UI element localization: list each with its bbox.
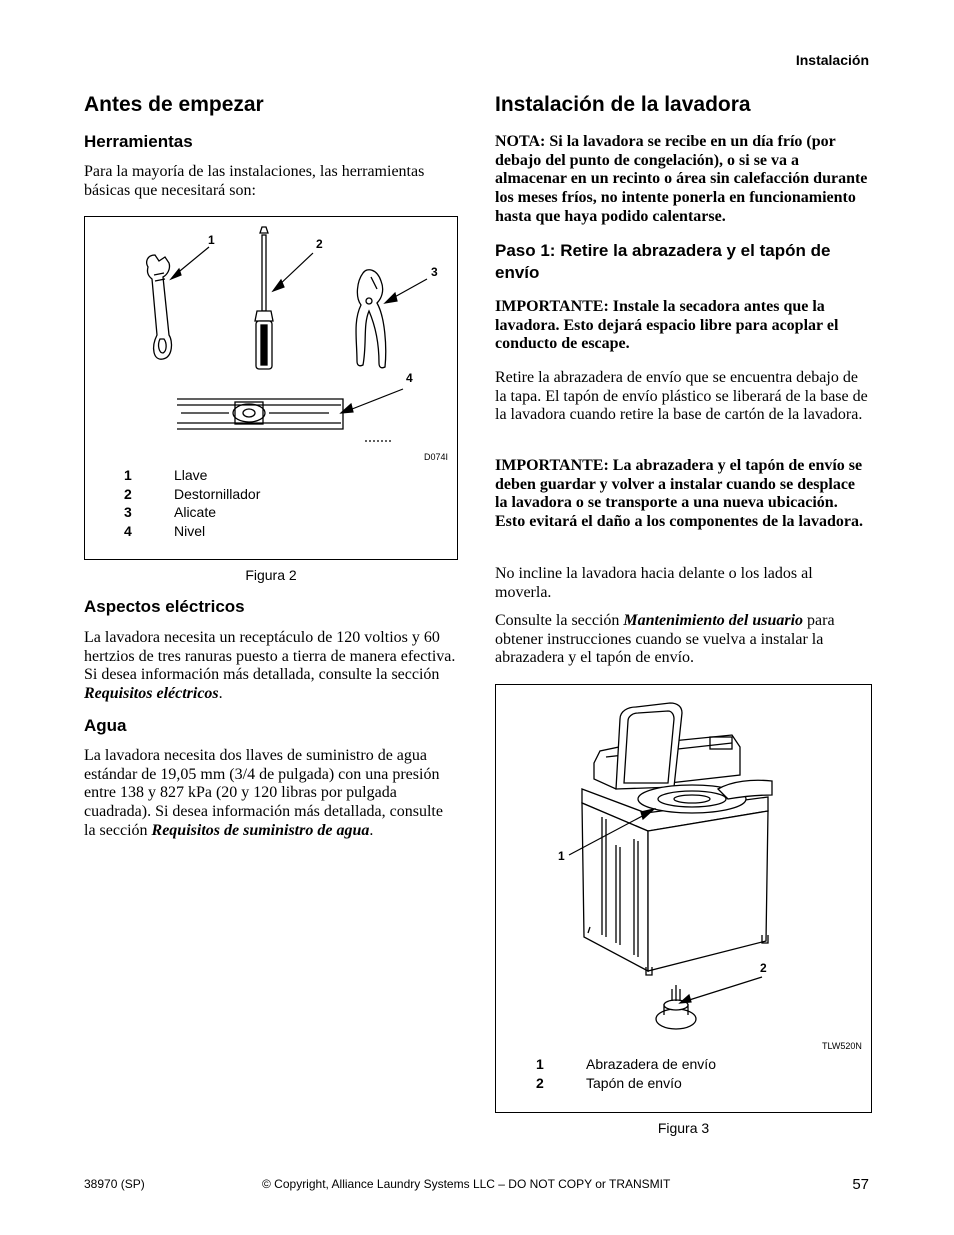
important-save-bracket: IMPORTANTE: La abrazadera y el tapón de envío se deben guardar y volver a instalar cuando se desplace la lavadora o se transporte a una nueva ubicación. Esto evitará el daño a los componentes de la lavadora. [495,457,863,531]
figure-2-caption: Figura 2 [245,567,297,583]
legend-item: 2 Destornillador [124,485,261,502]
heading-step-1: Paso 1: Retire la abrazadera y el tapón de envío [495,241,831,282]
electrical-text: La lavadora necesita un receptáculo de 120 voltios y 60 hertzios de tres ranuras puesto a tierra de manera efectiva. Si desea información más detallada, consulte la sección Requisitos eléctricos. [84,629,456,703]
callout-1: 1 [558,849,565,863]
running-header: Instalación [795,52,869,68]
callout-3: 3 [431,265,438,279]
callout-1: 1 [208,233,215,247]
heading-electrical: Aspectos eléctricos [84,597,245,616]
figure-2 [84,216,458,560]
water-text: La lavadora necesita dos llaves de suministro de agua estándar de 19,05 mm (3/4 de pulgada) con una presión entre 138 y 827 kPa (20 y 120 libras por pulgada cuadrada). Si desea información más detallada, consulte la sección Requisitos de suministro de agua. [84,747,443,839]
legend-item: 4 Nivel [124,523,206,540]
note-cold-weather: NOTA: Si la lavadora se recibe en un día frío (por debajo del punto de congelación), o si se va a almacenar en un recinto o área sin calefacción durante los meses fríos, no intente ponerla en funcionamiento hasta que haya podido calentarse. [495,133,868,225]
heading-tools: Herramientas [84,132,193,151]
tools-illustration [85,217,457,467]
washer-icon [582,703,772,1029]
figure-3-caption: Figura 3 [657,1120,710,1136]
callout-2: 2 [760,961,767,975]
figure-3 [495,684,872,1113]
washer-illustration [496,685,871,1050]
screwdriver-icon [255,227,273,369]
level-icon [177,399,391,441]
footer-copyright: © Copyright, Alliance Laundry Systems LLC – DO NOT COPY or TRANSMIT [262,1177,671,1191]
callout-4: 4 [406,371,413,385]
ref-electrical-requirements: Requisitos eléctricos [84,685,219,703]
figure-3-legend [536,1055,836,1092]
callout-arrows [171,247,427,413]
legend-item: 3 Alicate [124,504,217,521]
legend-item: 1 Llave [124,467,208,483]
figure-2-legend [124,466,424,541]
footer-doc-number: 38970 (SP) [84,1177,145,1191]
ref-water-supply-requirements: Requisitos de suministro de agua [151,821,370,839]
ref-user-maintenance: Mantenimiento del usuario [623,612,804,629]
figure-code: TLW520N [822,1041,862,1051]
figure-code: D074I [424,452,449,462]
wrench-icon [147,255,172,359]
remove-bracket-text: Retire la abrazadera de envío que se encuentra debajo de la tapa. El tapón de envío plástico se liberará de la base de la lavadora cuando retire la base de cartón de la lavadora. [495,369,868,424]
callout-2: 2 [316,237,323,251]
pliers-icon [356,270,386,368]
important-install-dryer-first: IMPORTANTE: Instale la secadora antes que la lavadora. Esto dejará espacio libre para acoplar el conducto de escape. [495,298,839,353]
legend-item: 2 Tapón de envío [536,1074,682,1091]
do-not-tilt-text: No incline la lavadora hacia delante o los lados al moverla. [495,565,813,601]
tools-intro: Para la mayoría de las instalaciones, las herramientas básicas que necesitará son: [84,163,425,199]
section-title-washer-installation: Instalación de la lavadora [495,93,751,116]
legend-item: 1 Abrazadera de envío [536,1056,716,1072]
heading-water: Agua [84,716,127,735]
page-number: 57 [852,1176,869,1193]
section-title-before-starting: Antes de empezar [84,93,264,116]
maintenance-reference-text: Consulte la sección Mantenimiento del usuario para obtener instrucciones cuando se vuelva a instalar la abrazadera y el tapón de envío. [495,612,835,667]
